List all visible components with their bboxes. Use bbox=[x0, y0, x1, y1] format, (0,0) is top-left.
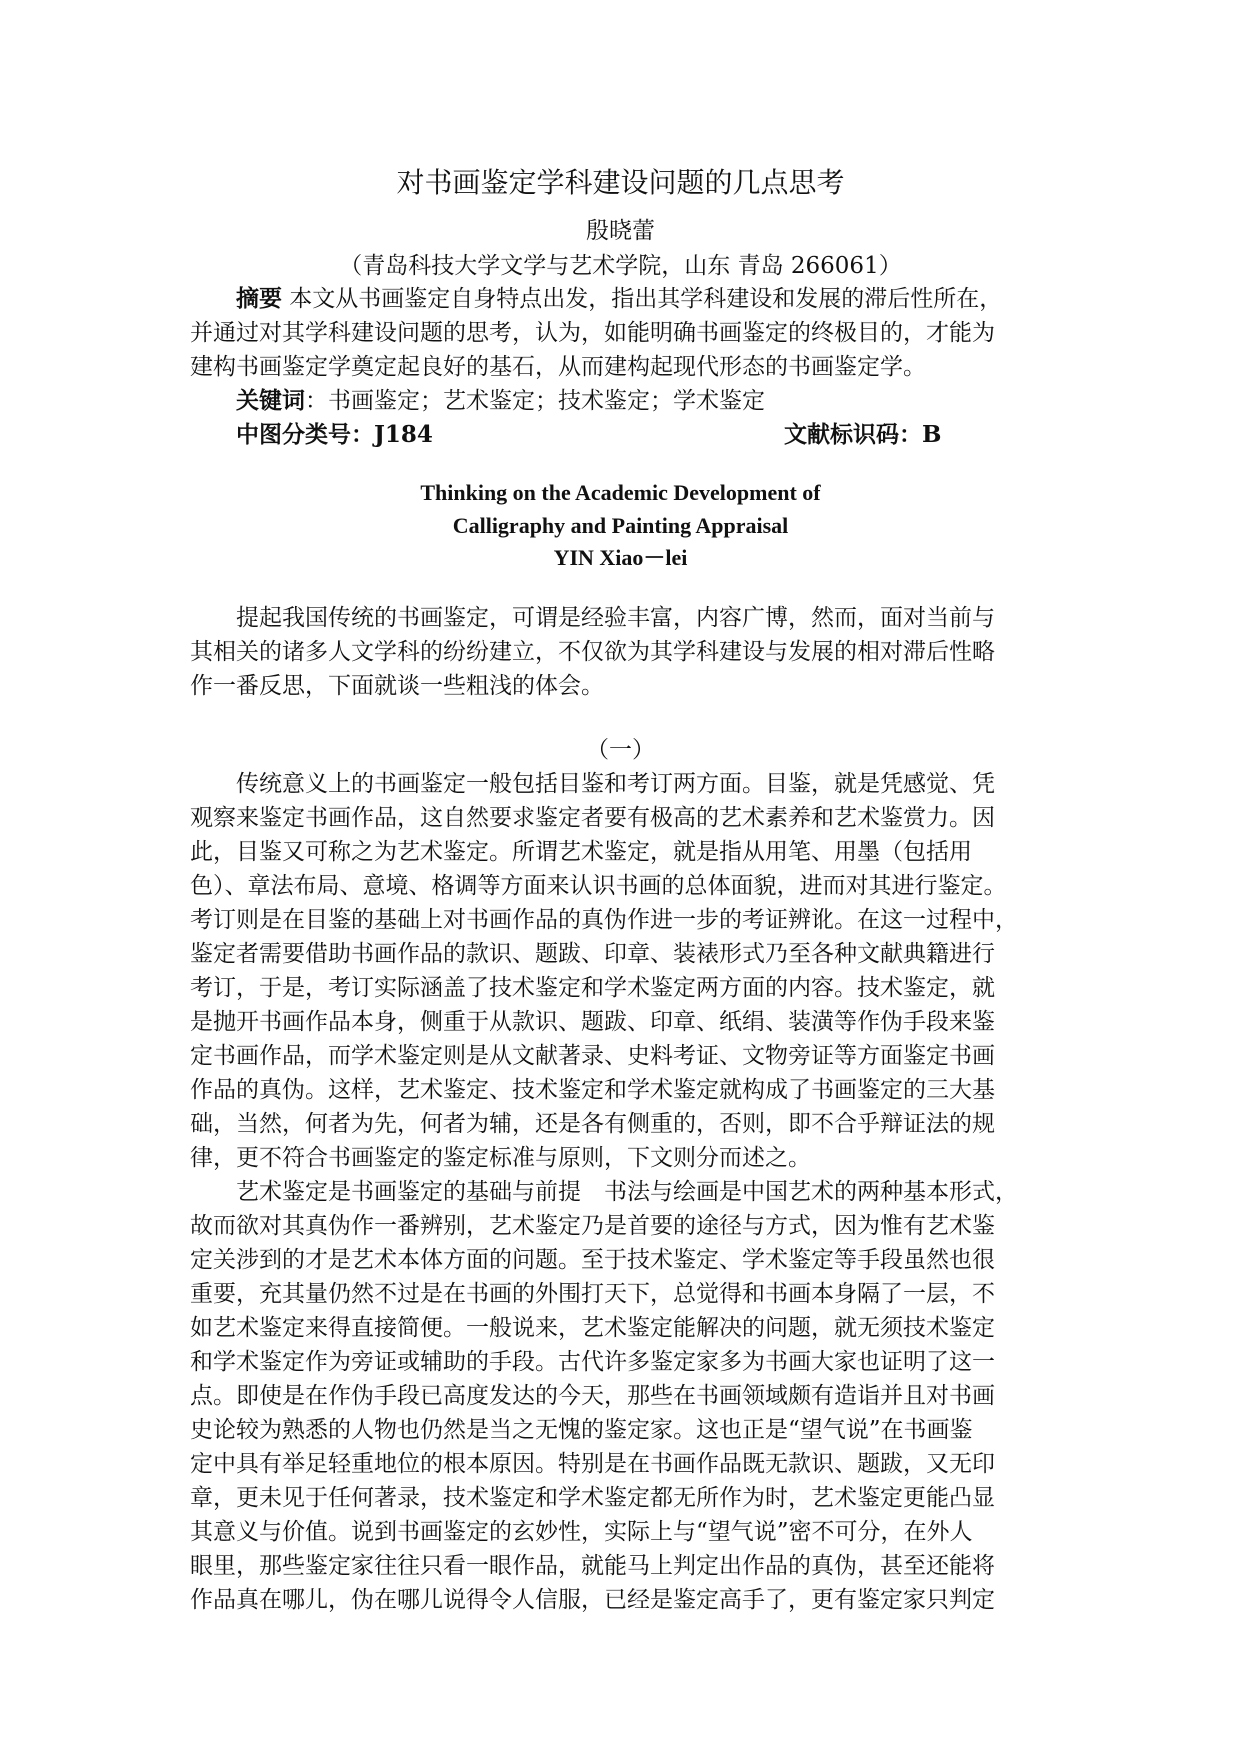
body-line: 定关涉到的才是艺术本体方面的问题。至于技术鉴定、学术鉴定等手段虽然也很 bbox=[190, 1247, 995, 1273]
abstract-line: 并通过对其学科建设问题的思考，认为，如能明确书画鉴定的终极目的，才能为 bbox=[190, 320, 995, 346]
keywords-text: ：书画鉴定；艺术鉴定；技术鉴定；学术鉴定 bbox=[305, 388, 765, 414]
body-line: 作品真在哪儿，伪在哪儿说得令人信服，已经是鉴定高手了，更有鉴定家只判定 bbox=[190, 1587, 995, 1613]
english-author: YIN Xiao－lei bbox=[553, 545, 688, 570]
body-line: 此，目鉴又可称之为艺术鉴定。所谓艺术鉴定，就是指从用笔、用墨（包括用 bbox=[190, 839, 972, 865]
abstract-line: 建构书画鉴定学奠定起良好的基石，从而建构起现代形态的书画鉴定学。 bbox=[190, 354, 926, 380]
body-line: 其意义与价值。说到书画鉴定的玄妙性，实际上与“望气说”密不可分，在外人 bbox=[190, 1519, 973, 1545]
body-line: 眼里，那些鉴定家往往只看一眼作品，就能马上判定出作品的真伪，甚至还能将 bbox=[190, 1553, 995, 1579]
body-line: 是抛开书画作品本身，侧重于从款识、题跋、印章、纸绢、装潢等作伪手段来鉴 bbox=[190, 1009, 995, 1035]
author-affiliation: （青岛科技大学文学与艺术学院，山东 青岛 266061） bbox=[339, 253, 902, 279]
abstract-line bbox=[236, 282, 1066, 316]
body-line: 律，更不符合书画鉴定的鉴定标准与原则，下文则分而述之。 bbox=[190, 1145, 811, 1171]
body-line: 故而欲对其真伪作一番辨别，艺术鉴定乃是首要的途径与方式，因为惟有艺术鉴 bbox=[190, 1213, 995, 1239]
body-line: 考订，于是，考订实际涵盖了技术鉴定和学术鉴定两方面的内容。技术鉴定，就 bbox=[190, 975, 995, 1001]
intro-line: 作一番反思，下面就谈一些粗浅的体会。 bbox=[190, 673, 604, 699]
body-line: 考订则是在目鉴的基础上对书画作品的真伪作进一步的考证辨讹。在这一过程中， bbox=[190, 907, 1018, 933]
author-name: 殷晓蕾 bbox=[586, 218, 655, 244]
intro-line: 其相关的诸多人文学科的纷纷建立，不仅欲为其学科建设与发展的相对滞后性略 bbox=[190, 639, 995, 665]
section-heading: （一） bbox=[586, 737, 655, 763]
clc-number: 中图分类号：J184 bbox=[236, 421, 433, 448]
intro-line: 提起我国传统的书画鉴定，可谓是经验丰富，内容广博，然而，面对当前与 bbox=[236, 605, 995, 631]
body-line: 鉴定者需要借助书画作品的款识、题跋、印章、装裱形式乃至各种文献典籍进行 bbox=[190, 941, 995, 967]
keywords-label: 关键词 bbox=[236, 387, 305, 414]
body-line: 定中具有举足轻重地位的根本原因。特别是在书画作品既无款识、题跋，又无印 bbox=[190, 1451, 995, 1477]
paper-title: 对书画鉴定学科建设问题的几点思考 bbox=[396, 166, 845, 199]
keywords-line bbox=[236, 384, 1066, 418]
body-line: 点。即使是在作伪手段已高度发达的今天，那些在书画领域颇有造诣并且对书画 bbox=[190, 1383, 995, 1409]
body-line: 定书画作品，而学术鉴定则是从文献著录、史料考证、文物旁证等方面鉴定书画 bbox=[190, 1043, 995, 1069]
english-title-line-1: Thinking on the Academic Development of bbox=[420, 480, 821, 505]
body-line: 色）、章法布局、意境、格调等方面来认识书画的总体面貌，进而对其进行鉴定。 bbox=[190, 873, 1007, 899]
classification-line bbox=[236, 418, 1066, 452]
document-code: 文献标识码：B bbox=[784, 421, 942, 448]
body-line: 重要，充其量仍然不过是在书画的外围打天下，总觉得和书画本身隔了一层，不 bbox=[190, 1281, 995, 1307]
body-line: 章，更未见于任何著录，技术鉴定和学术鉴定都无所作为时，艺术鉴定更能凸显 bbox=[190, 1485, 995, 1511]
body-line: 作品的真伪。这样，艺术鉴定、技术鉴定和学术鉴定就构成了书画鉴定的三大基 bbox=[190, 1077, 995, 1103]
abstract-text: 本文从书画鉴定自身特点出发，指出其学科建设和发展的滞后性所在， bbox=[282, 286, 1003, 312]
body-line: 艺术鉴定是书画鉴定的基础与前提 书法与绘画是中国艺术的两种基本形式， bbox=[236, 1179, 1018, 1205]
body-line: 传统意义上的书画鉴定一般包括目鉴和考订两方面。目鉴，就是凭感觉、凭 bbox=[236, 771, 995, 797]
body-line: 观察来鉴定书画作品，这自然要求鉴定者要有极高的艺术素养和艺术鉴赏力。因 bbox=[190, 805, 995, 831]
english-title-line-2: Calligraphy and Painting Appraisal bbox=[452, 513, 789, 538]
body-line: 如艺术鉴定来得直接简便。一般说来，艺术鉴定能解决的问题，就无须技术鉴定 bbox=[190, 1315, 995, 1341]
body-line: 础，当然，何者为先，何者为辅，还是各有侧重的，否则，即不合乎辩证法的规 bbox=[190, 1111, 995, 1137]
body-line: 和学术鉴定作为旁证或辅助的手段。古代许多鉴定家多为书画大家也证明了这一 bbox=[190, 1349, 995, 1375]
body-line: 史论较为熟悉的人物也仍然是当之无愧的鉴定家。这也正是“望气说”在书画鉴 bbox=[190, 1417, 973, 1443]
abstract-label: 摘要 bbox=[236, 285, 282, 312]
